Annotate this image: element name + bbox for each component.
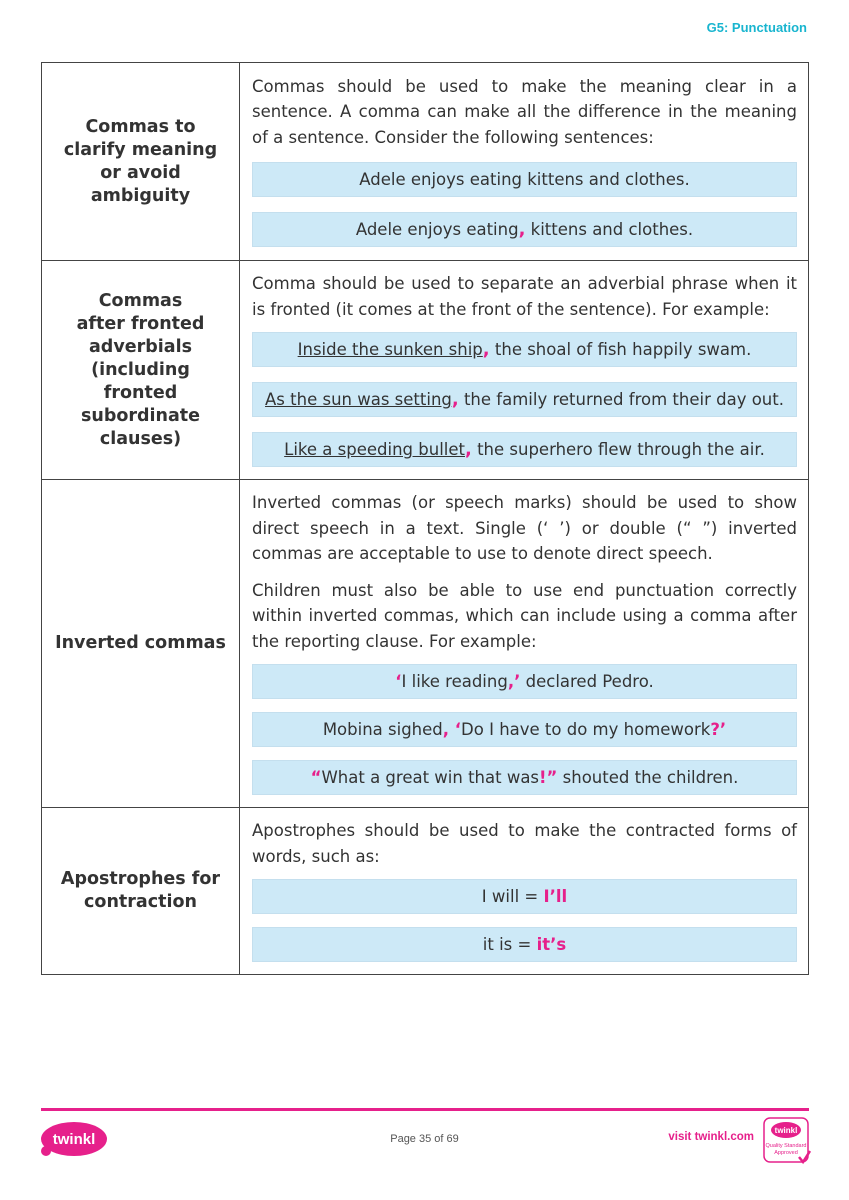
table-row (42, 808, 809, 975)
heading-line: adverbials (89, 336, 192, 357)
example-sentence (252, 332, 797, 367)
explanation-text: Comma should be used to separate an adverbial phrase when it is fronted (it comes at the front of the sentence). For example: (252, 274, 797, 319)
comma-highlight: , (482, 339, 490, 360)
comma-highlight: , (451, 389, 459, 410)
document-section-tag: G5: Punctuation (706, 20, 807, 35)
explanation-text: Apostrophes should be used to make the contracted forms of words, such as: (252, 821, 797, 866)
example-sentence (252, 879, 797, 914)
heading-line: (including (91, 359, 190, 380)
speech-text: I like reading (401, 672, 508, 691)
row-content (240, 480, 809, 808)
badge-logo-text: twinkl (774, 1126, 798, 1135)
example-sentence (252, 664, 797, 699)
heading-line: Apostrophes for (60, 869, 221, 889)
heading-line: ambiguity (90, 185, 191, 206)
speech-text: What a great win that was (321, 768, 540, 787)
example-text: declared Pedro. (520, 672, 654, 691)
heading-line: fronted (103, 382, 178, 403)
example-text: Adele enjoys eating kittens and clothes. (359, 170, 690, 190)
heading-line: Commas to (85, 116, 196, 137)
example-text: the superhero flew through the air. (471, 440, 765, 459)
table-row (42, 261, 809, 480)
example-text: I will = (481, 887, 544, 906)
footer-divider (41, 1108, 809, 1111)
example-sentence (252, 927, 797, 962)
inverted-comma-highlight: “ (310, 768, 322, 787)
table-row (42, 63, 809, 261)
fronted-adverbial: Like a speeding bullet (284, 440, 465, 459)
quality-standard-badge (763, 1117, 811, 1165)
inverted-comma-highlight: ‘ (395, 672, 402, 691)
punctuation-highlight: !” (539, 768, 558, 787)
row-heading (42, 480, 240, 808)
visit-link[interactable]: visit twinkl.com (668, 1131, 754, 1143)
example-text: it is = (482, 935, 537, 954)
punctuation-highlight: ,’ (507, 672, 521, 691)
fronted-adverbial: As the sun was setting (265, 390, 452, 409)
example-text: Mobina sighed (322, 720, 443, 739)
example-sentence (252, 212, 797, 247)
page-number: Page 35 of 69 (390, 1133, 459, 1145)
comma-highlight: , (518, 219, 526, 241)
row-content (240, 261, 809, 480)
example-sentence (252, 712, 797, 747)
row-heading (42, 808, 240, 975)
badge-line: Quality Standard (765, 1143, 807, 1149)
comma-highlight: , (464, 439, 472, 460)
explanation-text: Commas should be used to make the meaning clear in a sentence. A comma can make all the difference in the meaning of a sentence. Consider the following sentences: (252, 76, 797, 147)
heading-line: after fronted (76, 313, 205, 334)
punctuation-table (41, 62, 809, 975)
row-content (240, 63, 809, 261)
table-row (42, 480, 809, 808)
contraction-highlight: I’ll (543, 887, 568, 906)
heading-line: clauses) (99, 428, 182, 449)
heading-line: or avoid (100, 162, 181, 183)
example-sentence (252, 382, 797, 417)
row-heading (42, 63, 240, 261)
heading-line: Inverted commas (55, 633, 226, 653)
logo-text: twinkl (52, 1131, 96, 1148)
punctuation-highlight: ?’ (710, 720, 727, 739)
badge-line: Approved (774, 1150, 798, 1156)
contraction-highlight: it’s (536, 935, 567, 954)
example-sentence (252, 432, 797, 467)
explanation-text: Inverted commas (or speech marks) should be used to show direct speech in a text. Single (‘ ’) or double (“ ”) inverted commas are acceptable to use to denote direct speech. (252, 493, 797, 563)
heading-line: clarify meaning (63, 139, 218, 160)
heading-line: subordinate (80, 405, 201, 426)
speech-text: Do I have to do my homework (461, 720, 711, 739)
example-sentence (252, 162, 797, 197)
example-text: the family returned from their day out. (458, 390, 784, 409)
row-content (240, 808, 809, 975)
heading-line: contraction (84, 892, 197, 912)
punctuation-highlight: , ‘ (442, 720, 462, 739)
fronted-adverbial: Inside the sunken ship (297, 340, 483, 359)
example-sentence (252, 760, 797, 795)
row-heading (42, 261, 240, 480)
example-text: the shoal of fish happily swam. (489, 340, 752, 359)
example-text: shouted the children. (557, 768, 739, 787)
explanation-text: Children must also be able to use end punctuation correctly within inverted commas, which can include using a comma after the reporting clause. For example: (252, 580, 797, 651)
example-text: kittens and clothes. (525, 220, 694, 240)
heading-line: Commas (98, 290, 183, 311)
example-text: Adele enjoys eating (355, 220, 519, 240)
